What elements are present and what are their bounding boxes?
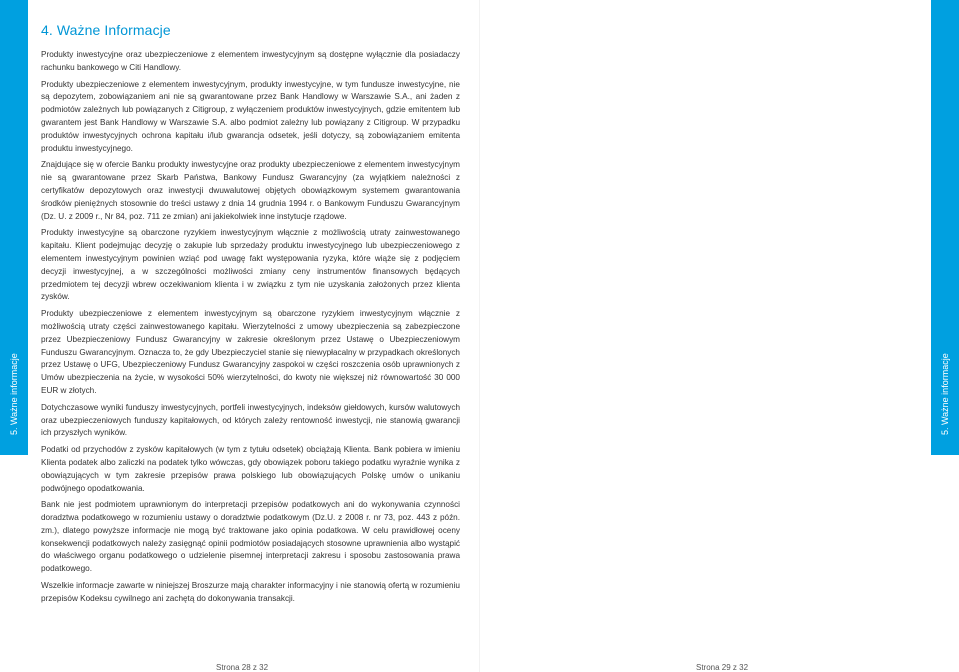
paragraph-6: Dotychczasowe wyniki funduszy inwestycyjnych, portfeli inwestycyjnych, indeksów giełdowych, kursów walutowych oraz ubezpieczeniowych funduszy kapitałowych, od których zależy rentowność inwestycji, nie stanowią gwarancji ich przyszłych wyników. [41,402,460,438]
paragraph-7: Podatki od przychodów z zysków kapitałowych (w tym z tytułu odsetek) obciążają Klienta. Bank pobiera w imieniu Klienta podatek albo zaliczki na podatek tylko wówczas, gdy obowiązek poboru takiego podatku wyraźnie wynika z obowiązujących w tym zakresie przepisów prawa polskiego lub obowiązujących Polskę umów o unikaniu podwójnego opodatkowania. [41,445,460,493]
paragraph-2: Produkty ubezpieczeniowe z elementem inwestycyjnym, produkty inwestycyjne, w tym fundusze inwestycyjne, nie są depozytem, zobowiązaniem ani nie są gwarantowane przez Bank Handlowy w Warszawie S.A., ani żaden z podmiotów zależnych lub powiązanych z Citigroup, z wyłączeniem produktów inwestycyjnych, gdzie emitentem lub gwarantem jest Bank Handlowy w Warszawie S.A. albo podmiot zależny lub powiązany z Citigroup. W przypadku produktów inwestycyjnych ochrona kapitału i/lub gwarancja odsetek, jeśli dotyczy, są zobowiązaniem emitenta produktu inwestycyjnego. [41,79,460,153]
page-number-left: Strona 28 z 32 [216,663,269,672]
paragraph-4: Produkty inwestycyjne są obarczone ryzykiem inwestycyjnym włącznie z możliwością utraty zainwestowanego kapitału. Klient podejmując decyzję o zakupie lub sprzedaży produktu inwestycyjnego lub ubezpieczeniowego z elementem inwestycyjnym powinien wziąć pod uwagę fakt występowania ryzyka, które wiąże się z podjęciem decyzji inwestycyjnej, a w szczególności możliwości zmiany ceny instrumentów finansowych będących przedmiotem tej decyzji wbrew oczekiwaniom klienta i w związku z tym nie uzyskania założonych przez klienta zysków. [41,228,460,302]
side-tab-right [931,0,959,455]
main-content [41,22,460,610]
paragraph-1: Produkty inwestycyjne oraz ubezpieczeniowe z elementem inwestycyjnym są dostępne wyłącznie dla posiadaczy rachunku bankowego w Citi Handlowy. [41,50,460,72]
paragraph-5: Produkty ubezpieczeniowe z elementem inwestycyjnym są obarczone ryzykiem inwestycyjnym włącznie z możliwością utraty części zainwestowanego kapitału. Wierzytelności z umowy ubezpieczenia są zabezpieczone przez Ubezpieczeniowy Fundusz Gwarancyjny w zakresie określonym przez Ustawę o Ubezpieczeniowym Funduszu Gwarancyjnym. Oznacza to, że gdy Ubezpieczyciel stanie się niewypłacalny w przypadkach określonych przez Ustawę o UFG, Ubezpieczeniowy Fundusz Gwarancyjny zaspokoi w części roszczenia osób uprawnionych z Umów ubezpieczenia na życie, w wysokości 50% wierzytelności, do kwoty nie większej niż równowartość 30 000 EUR w złotych. [41,309,460,395]
paragraph-8: Bank nie jest podmiotem uprawnionym do interpretacji przepisów podatkowych ani do wykonywania czynności doradztwa podatkowego w rozumieniu ustawy o doradztwie podatkowym (Dz.U. z 2008 r. nr 73, poz. 443 z późn. zm.), dlatego powyższe informacje nie mogą być traktowane jako opinia podatkowa. W celu prawidłowej oceny konsekwencji podatkowych należy zasięgnąć opinii podmiotów posiadających stosowne uprawnienia albo wystąpić do właściwego organu podatkowego o udzielenie pisemnej interpretacji zakresu i sposobu zastosowania prawa podatkowego. [41,500,460,574]
paragraph-9: Wszelkie informacje zawarte w niniejszej Broszurze mają charakter informacyjny i nie stanowią ofertą w rozumieniu przepisów Kodeksu cywilnego ani zachętą do dokonywania transakcji. [41,581,460,603]
section-title: 4. Ważne Informacje [41,22,171,38]
page-number-right: Strona 29 z 32 [696,663,749,672]
paragraph-3: Znajdujące się w ofercie Banku produkty inwestycyjne oraz produkty ubezpieczeniowe z elementem inwestycyjnym nie są gwarantowane przez Skarb Państwa, Bankowy Fundusz Gwarancyjny (za wyjątkiem należności z certyfikatów depozytowych oraz inwestycji dwuwalutowej objętych obowiązkowym systemem gwarantowania środków pieniężnych stosownie do treści ustawy z dnia 14 grudnia 1994 r. o Bankowym Funduszu Gwarancyjnym (Dz. U. z 2009 r., Nr 84, poz. 711 ze zmian) ani jakiekolwiek inne instytucje rządowe. [41,160,460,221]
side-tab-left [0,0,28,455]
side-tab-left-label: 5. Ważne informacje [9,353,19,435]
side-tab-right-label: 5. Ważne informacje [940,353,950,435]
right-page [480,0,959,672]
